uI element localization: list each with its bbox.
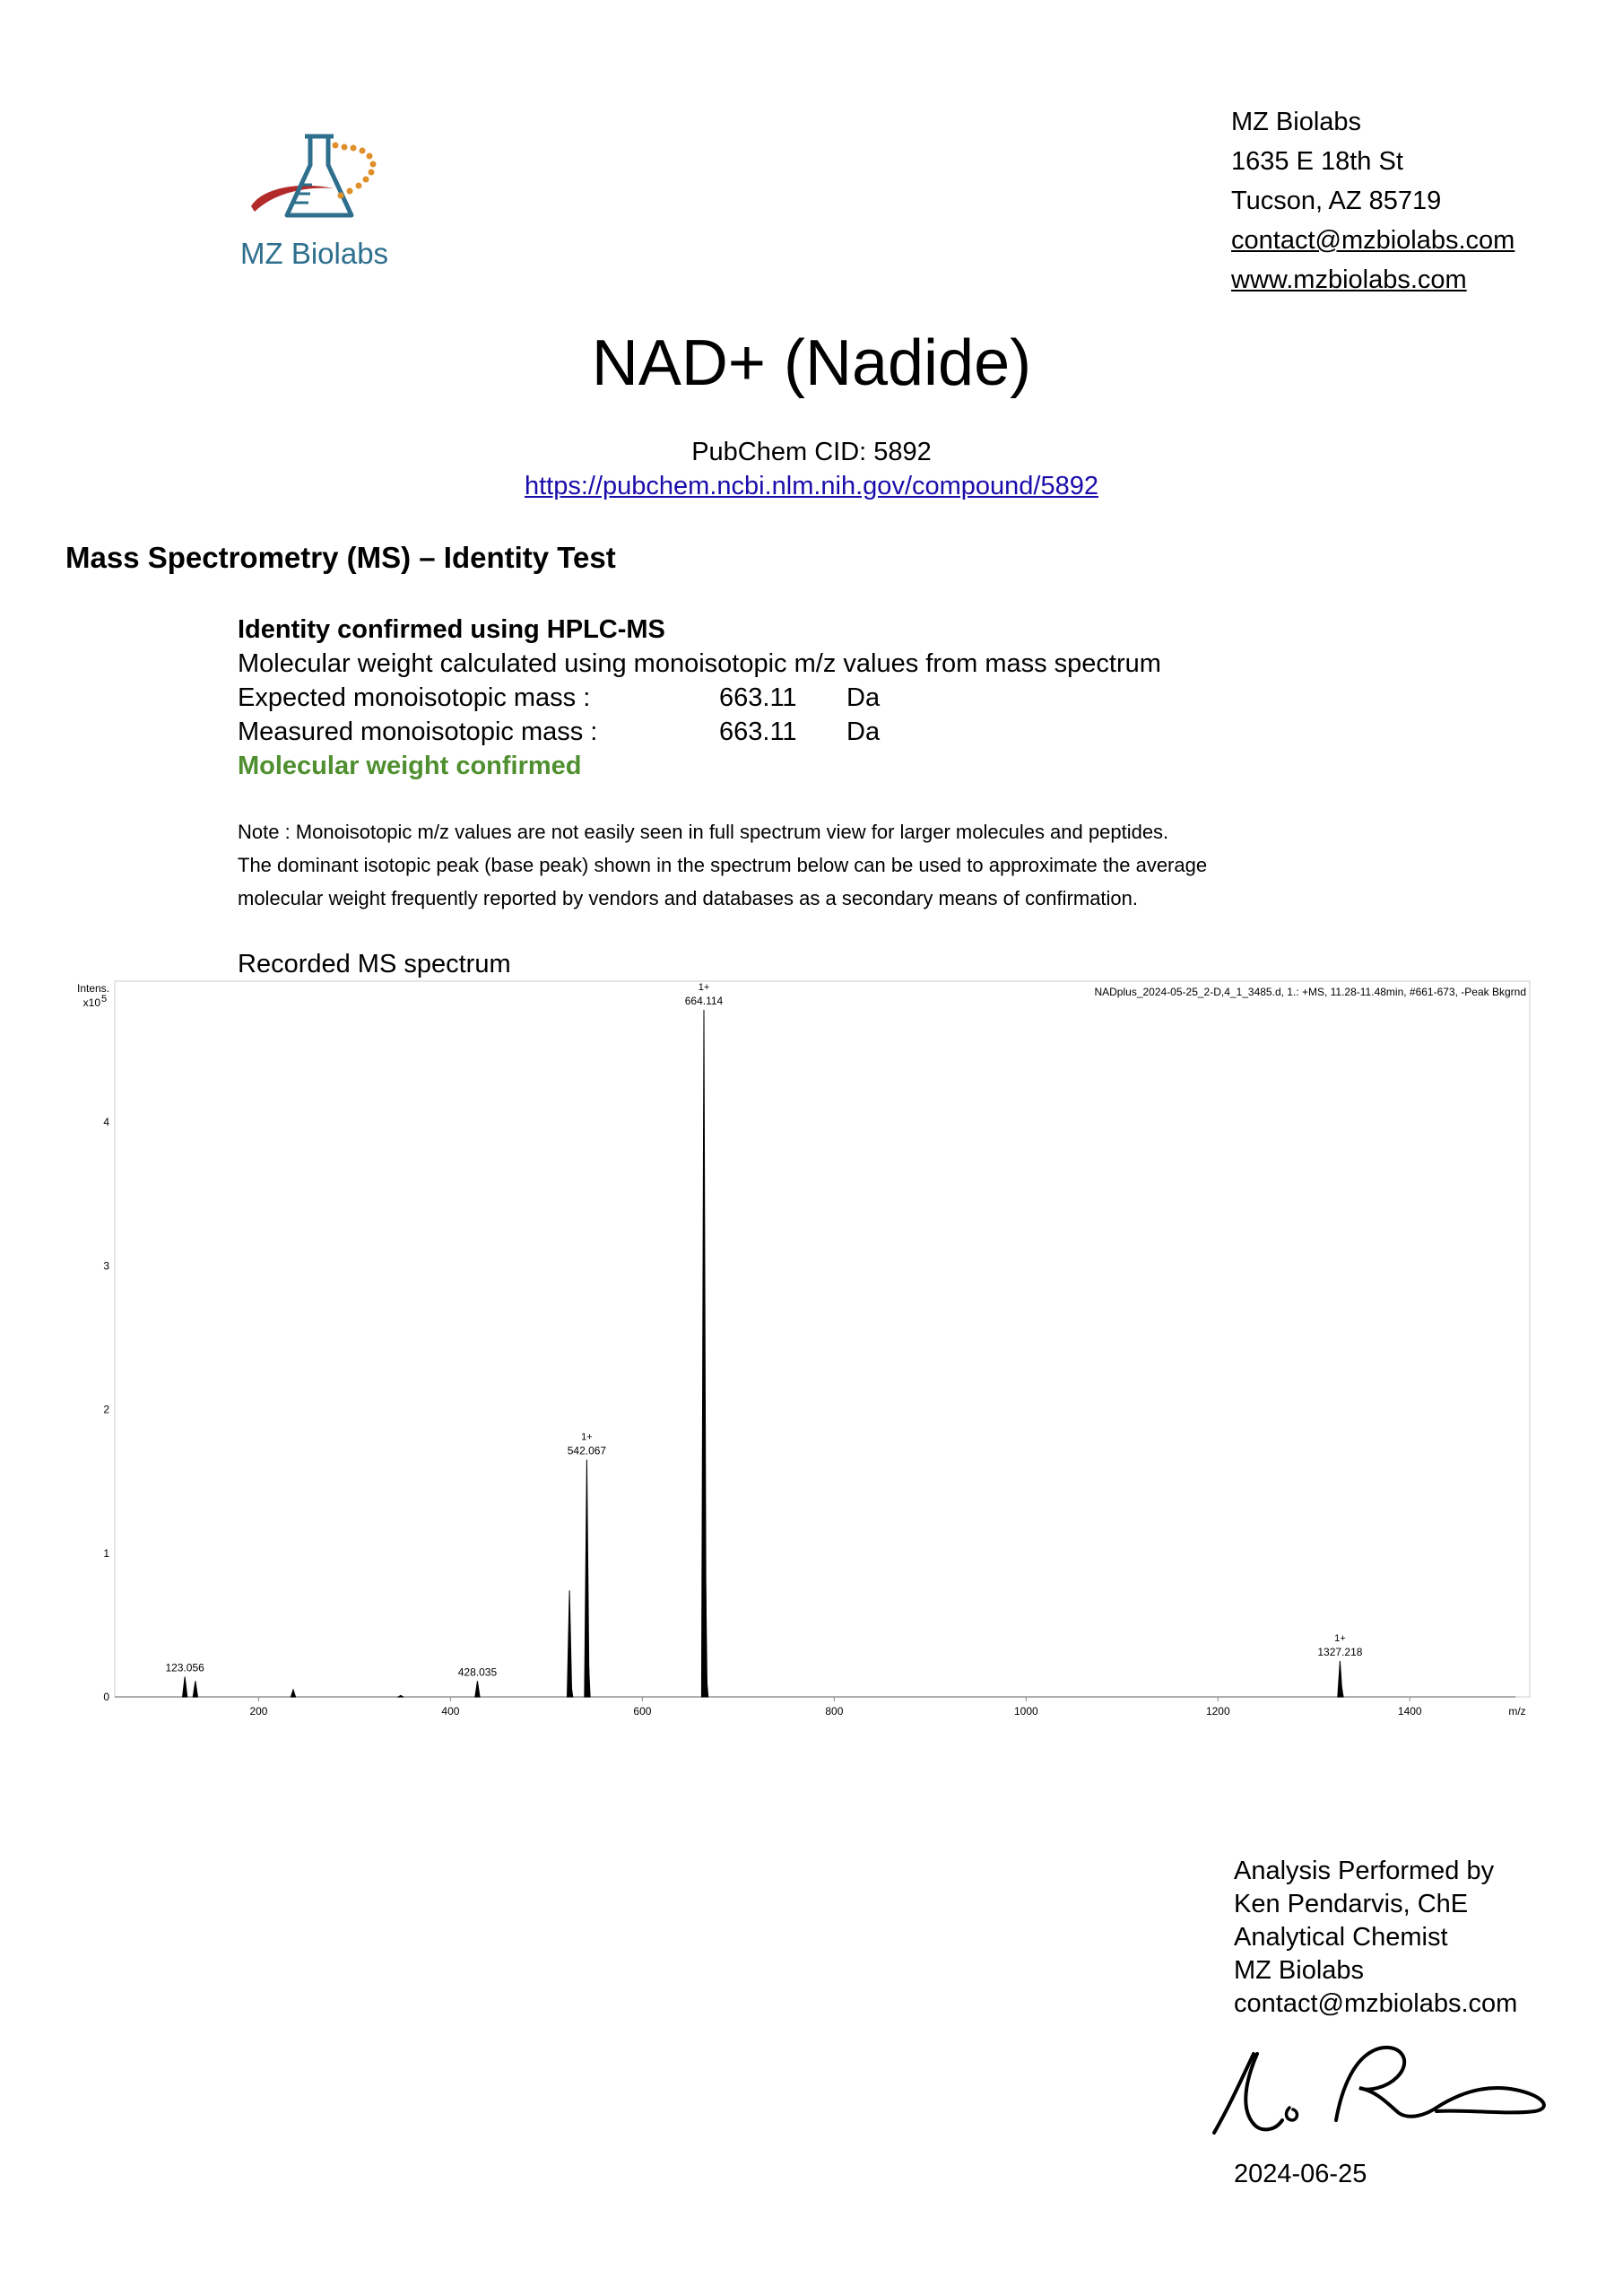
spectrum-peak xyxy=(291,1690,295,1697)
company-email-link[interactable]: contact@mzbiolabs.com xyxy=(1231,226,1515,255)
peak-mz-label: 428.035 xyxy=(457,1665,498,1679)
signature-date: 2024-06-25 xyxy=(1234,2160,1367,2188)
identity-result: Molecular weight confirmed xyxy=(238,752,582,780)
note-line: molecular weight frequently reported by vendors and databases as a secondary means of confirmation. xyxy=(238,887,1139,909)
spectrum-peak xyxy=(183,1677,187,1697)
y-tick-label: 1 xyxy=(103,1546,109,1560)
note-line: The dominant isotopic peak (base peak) shown in the spectrum below can be used to approximate the average xyxy=(238,854,1208,876)
signature-block xyxy=(1234,1855,1517,2021)
x-tick-label: 400 xyxy=(441,1705,460,1718)
section-title: Mass Spectrometry (MS) – Identity Test xyxy=(65,541,616,574)
identity-block xyxy=(238,613,1161,783)
peak-charge-label: 1+ xyxy=(581,1431,593,1443)
expected-mass-value: 663.11 xyxy=(719,683,797,712)
plot-frame xyxy=(115,981,1530,1697)
measured-mass-label: Measured monoisotopic mass : xyxy=(238,718,598,746)
peak-charge-label: 1+ xyxy=(1334,1632,1346,1644)
y-tick-label: 3 xyxy=(103,1259,109,1273)
expected-mass-unit: Da xyxy=(846,683,881,712)
sig-line: Ken Pendarvis, ChE xyxy=(1234,1890,1469,1918)
y-tick-label: 2 xyxy=(103,1403,109,1416)
address-line-name: MZ Biolabs xyxy=(1231,108,1362,136)
spectrum-title: Recorded MS spectrum xyxy=(238,950,511,978)
logo-text: MZ Biolabs xyxy=(240,237,389,270)
x-tick-label: 1000 xyxy=(1013,1705,1038,1718)
x-tick-label: 1200 xyxy=(1205,1705,1230,1718)
pubchem-info xyxy=(0,435,1623,503)
sig-line: contact@mzbiolabs.com xyxy=(1234,1989,1518,2018)
pubchem-cid: PubChem CID: 5892 xyxy=(691,438,932,466)
file-label: NADplus_2024-05-25_2-D,4_1_3485.d, 1.: +MS, 11.28-11.48min, #661-673, -Peak Bkgrnd xyxy=(1094,986,1526,998)
spectrum-peak xyxy=(193,1681,197,1697)
x-axis-label: m/z xyxy=(1508,1705,1526,1718)
company-website-link[interactable]: www.mzbiolabs.com xyxy=(1231,265,1467,294)
x-tick-label: 200 xyxy=(249,1705,268,1718)
company-logo xyxy=(235,126,414,278)
y-axis-exponent: 5 xyxy=(101,994,108,1004)
expected-mass-row xyxy=(238,681,1161,715)
spectrum-peak xyxy=(398,1695,403,1697)
y-tick-label: 4 xyxy=(103,1116,109,1129)
sig-line: Analysis Performed by xyxy=(1234,1857,1495,1885)
flask-logo-icon xyxy=(235,126,414,233)
x-tick-label: 600 xyxy=(633,1705,652,1718)
measured-mass-value: 663.11 xyxy=(719,718,797,746)
peak-mz-label: 1327.218 xyxy=(1317,1645,1363,1658)
pubchem-link[interactable]: https://pubchem.ncbi.nlm.nih.gov/compound/5892 xyxy=(524,472,1098,500)
y-tick-label: 0 xyxy=(103,1691,109,1703)
sig-line: Analytical Chemist xyxy=(1234,1923,1448,1952)
x-tick-label: 1400 xyxy=(1397,1705,1422,1718)
peak-charge-label: 1+ xyxy=(698,982,710,994)
address-line-street: 1635 E 18th St xyxy=(1231,147,1403,176)
ms-spectrum-chart xyxy=(0,969,1623,1740)
sig-line: MZ Biolabs xyxy=(1234,1956,1365,1985)
x-tick-label: 800 xyxy=(825,1705,844,1718)
measured-mass-row xyxy=(238,715,1161,749)
handwritten-signature xyxy=(1202,2027,1578,2152)
company-address xyxy=(1231,102,1515,300)
spectrum-peak xyxy=(475,1681,480,1697)
peak-mz-label: 542.067 xyxy=(567,1444,607,1457)
address-line-city: Tucson, AZ 85719 xyxy=(1231,187,1442,215)
page-title: NAD+ (Nadide) xyxy=(591,327,1032,399)
y-axis-unit: x10 xyxy=(82,996,100,1009)
identity-heading: Identity confirmed using HPLC-MS xyxy=(238,615,665,644)
peak-mz-label: 123.056 xyxy=(165,1661,204,1674)
note-block xyxy=(238,815,1207,915)
note-line: Note : Monoisotopic m/z values are not easily seen in full spectrum view for larger molecules and peptides. xyxy=(238,821,1169,843)
y-axis-label: Intens. xyxy=(76,982,110,995)
measured-mass-unit: Da xyxy=(846,718,881,746)
identity-method: Molecular weight calculated using monoisotopic m/z values from mass spectrum xyxy=(238,649,1161,678)
spectrum-peak xyxy=(567,1590,571,1697)
peak-mz-label: 664.114 xyxy=(684,995,724,1008)
expected-mass-label: Expected monoisotopic mass : xyxy=(238,683,591,712)
